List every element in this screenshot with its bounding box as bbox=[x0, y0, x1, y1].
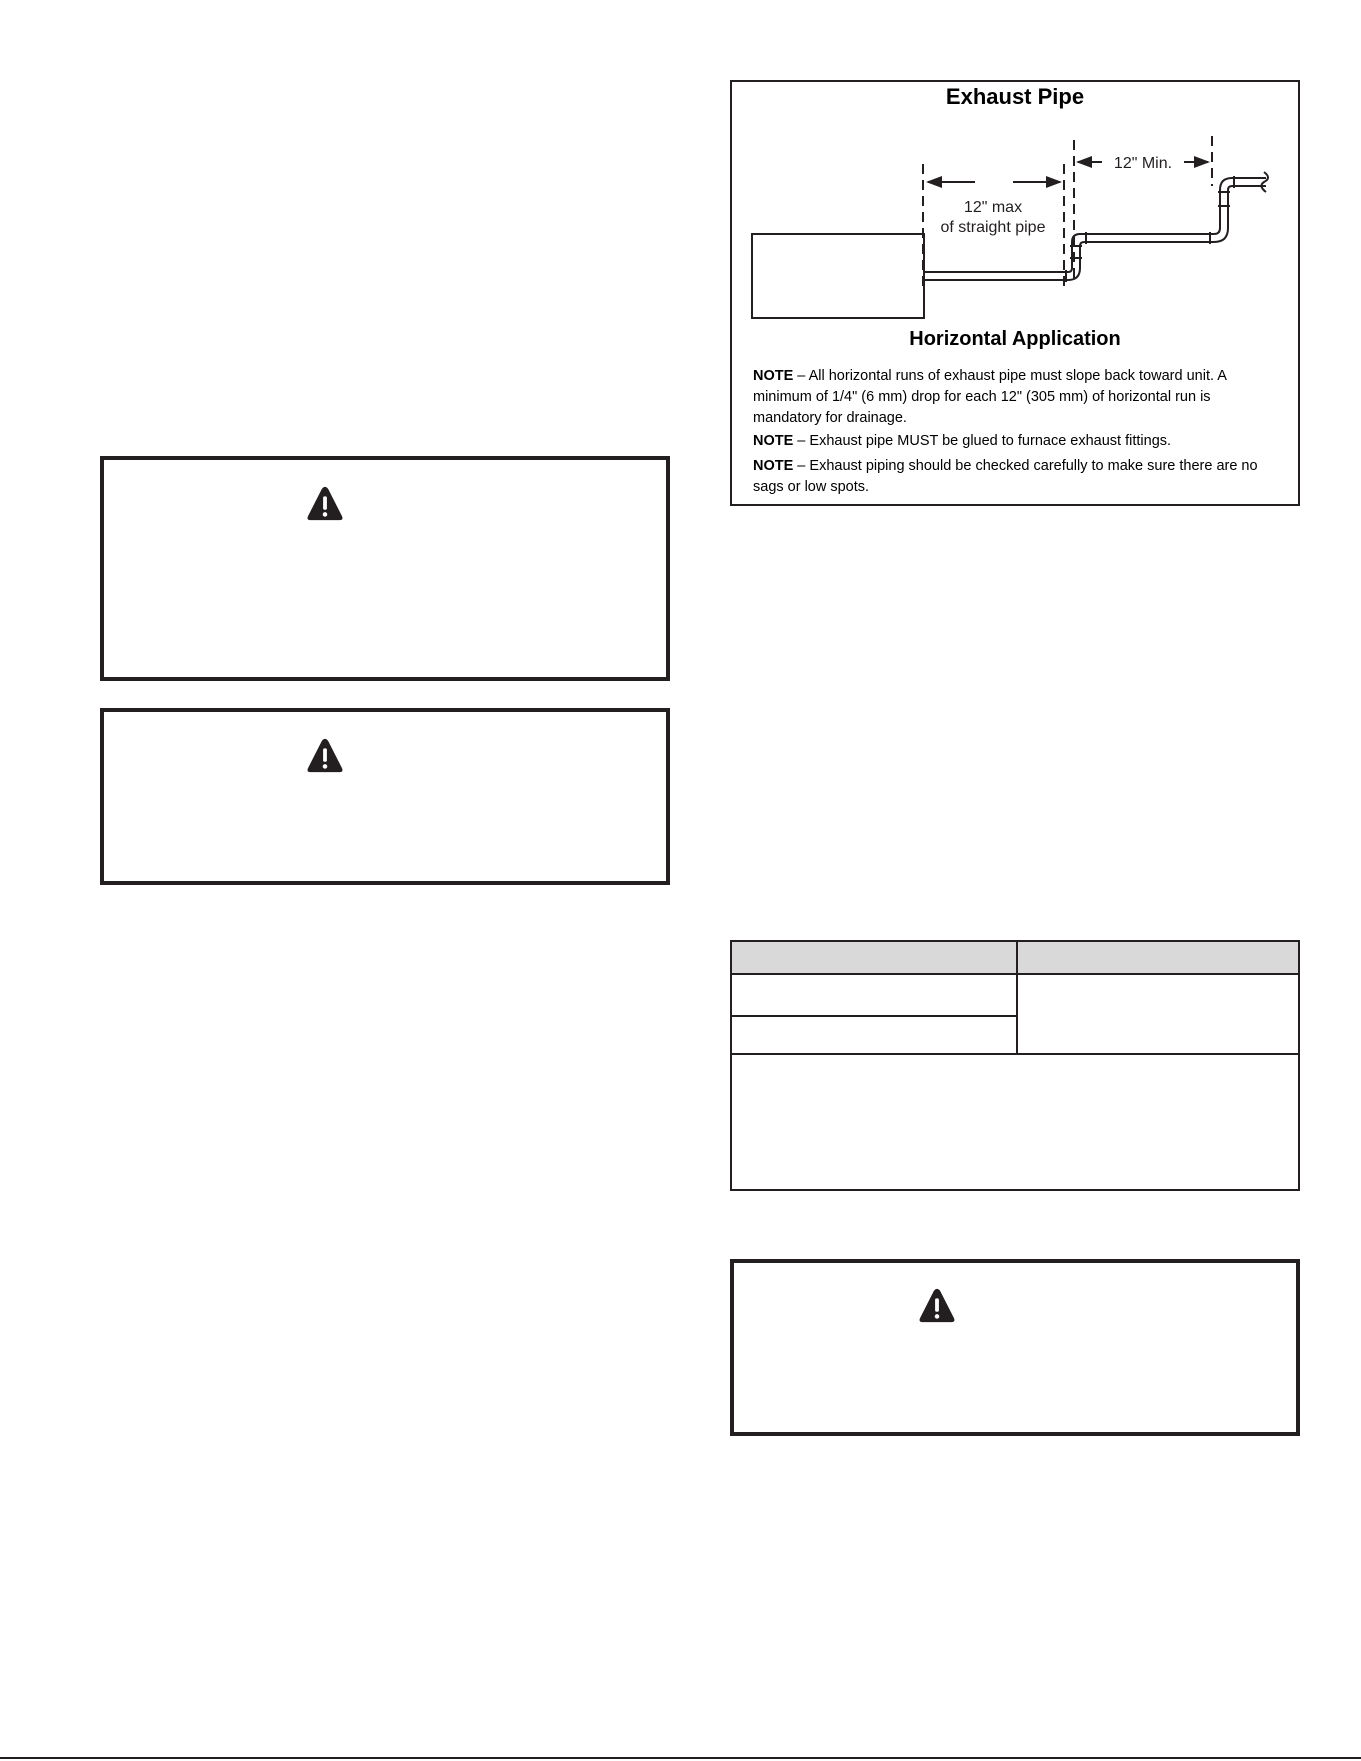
dimension-max-label-line1: 12" max bbox=[963, 199, 1023, 216]
note-3-label: NOTE bbox=[753, 458, 794, 474]
table-row-divider-1 bbox=[732, 1015, 1016, 1017]
table-col-divider bbox=[1016, 942, 1018, 1055]
warning-triangle-icon bbox=[306, 737, 344, 775]
exhaust-pipe-diagram bbox=[732, 82, 1298, 322]
dimension-min-label: 12" Min. bbox=[1113, 155, 1173, 172]
table-header-cell-1 bbox=[732, 942, 1016, 975]
note-1 bbox=[753, 366, 1273, 429]
furnace-unit-box bbox=[752, 234, 924, 318]
note-3-text: – Exhaust piping should be checked carefully to make sure there are no sags or low spots. bbox=[753, 458, 1258, 495]
note-2-text: – Exhaust pipe MUST be glued to furnace exhaust fittings. bbox=[793, 433, 1172, 449]
spec-table bbox=[730, 940, 1300, 1191]
note-1-label: NOTE bbox=[753, 368, 794, 384]
note-1-text: – All horizontal runs of exhaust pipe must slope back toward unit. A minimum of 1/4" (6 mm) drop for each 12" (305 mm) of horizontal run is mandatory for drainage. bbox=[753, 368, 1227, 426]
note-2-label: NOTE bbox=[753, 433, 794, 449]
warning-box-1 bbox=[100, 456, 670, 681]
warning-triangle-icon bbox=[918, 1287, 956, 1325]
figure-title: Exhaust Pipe bbox=[945, 84, 1085, 109]
note-3 bbox=[753, 456, 1273, 498]
footer-rule bbox=[0, 1757, 1361, 1759]
figure-subtitle: Horizontal Application bbox=[909, 328, 1121, 350]
table-row-divider-2 bbox=[732, 1053, 1298, 1055]
warning-box-3 bbox=[730, 1259, 1300, 1436]
table-header-cell-2 bbox=[1018, 942, 1298, 975]
note-2 bbox=[753, 431, 1273, 452]
warning-box-2 bbox=[100, 708, 670, 885]
warning-triangle-icon bbox=[306, 485, 344, 523]
exhaust-pipe-figure bbox=[730, 80, 1300, 506]
dimension-max-label-line2: of straight pipe bbox=[940, 219, 1046, 236]
